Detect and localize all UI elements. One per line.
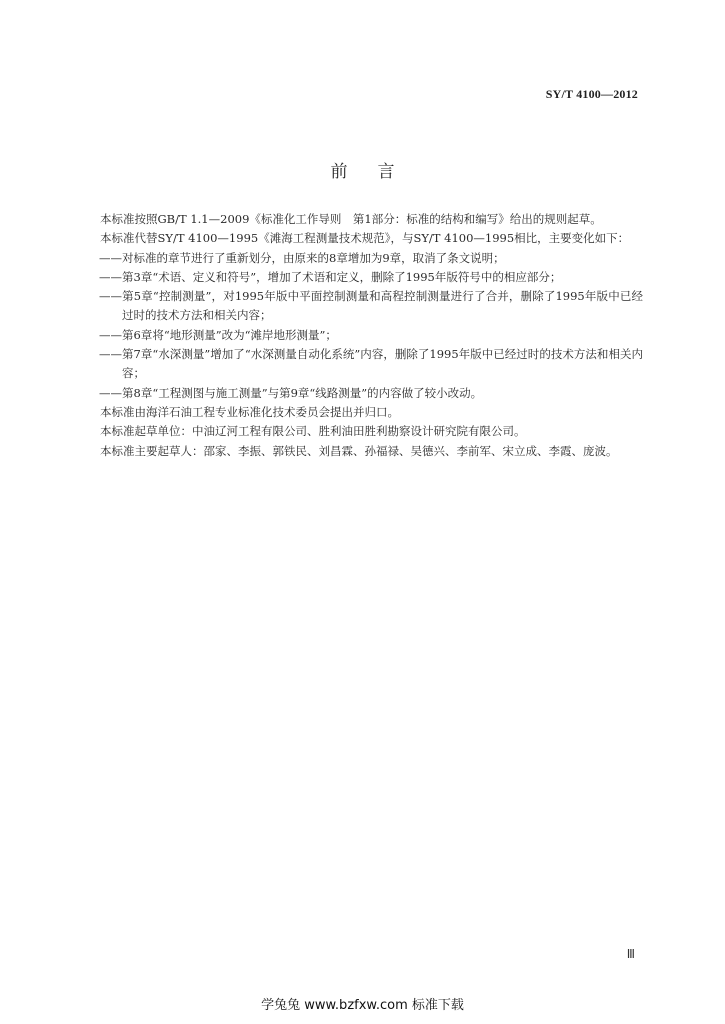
change-item: ——对标准的章节进行了重新划分，由原来的8章增加为9章，取消了条文说明； xyxy=(99,250,505,265)
site-watermark: 学兔兔 www.bzfxw.com 标准下载 xyxy=(261,998,464,1013)
paragraph-proposer: 本标准由海洋石油工程专业标准化技术委员会提出并归口。 xyxy=(100,404,399,419)
page-title: 前言 xyxy=(330,162,425,182)
paragraph-drafters: 本标准主要起草人：邵家、李振、郭铁民、刘昌霖、孙福禄、吴德兴、李前军、宋立成、李霞、庞波。 xyxy=(100,443,618,458)
paragraph-drafting-rules: 本标准按照GB/T 1.1—2009《标准化工作导则 第1部分：标准的结构和编写》给出的规则起草。 xyxy=(100,212,602,226)
change-item: ——第7章“水深测量”增加了“水深测量自动化系统”内容，删除了1995年版中已经过时的技术方法和相关内容； xyxy=(99,347,643,381)
page-number: Ⅲ xyxy=(626,947,635,961)
foreword-body xyxy=(77,210,643,461)
paragraph-replacement: 本标准代替SY/T 4100—1995《滩海工程测量技术规范》，与SY/T 4100—1995相比，主要变化如下： xyxy=(100,231,630,246)
standard-code: SY/T 4100—2012 xyxy=(545,87,638,101)
change-item: ——第3章“术语、定义和符号”，增加了术语和定义，删除了1995年版符号中的相应部分； xyxy=(99,269,562,284)
change-item: ——第5章“控制测量”，对1995年版中平面控制测量和高程控制测量进行了合并，删除了1995年版中已经过时的技术方法和相关内容； xyxy=(99,289,643,323)
paragraph-drafting-units: 本标准起草单位：中油辽河工程有限公司、胜利油田胜利勘察设计研究院有限公司。 xyxy=(100,424,526,439)
change-item: ——第6章将“地形测量”改为“滩岸地形测量”； xyxy=(99,327,337,342)
change-item: ——第8章“工程测图与施工测量”与第9章“线路测量”的内容做了较小改动。 xyxy=(99,385,483,400)
